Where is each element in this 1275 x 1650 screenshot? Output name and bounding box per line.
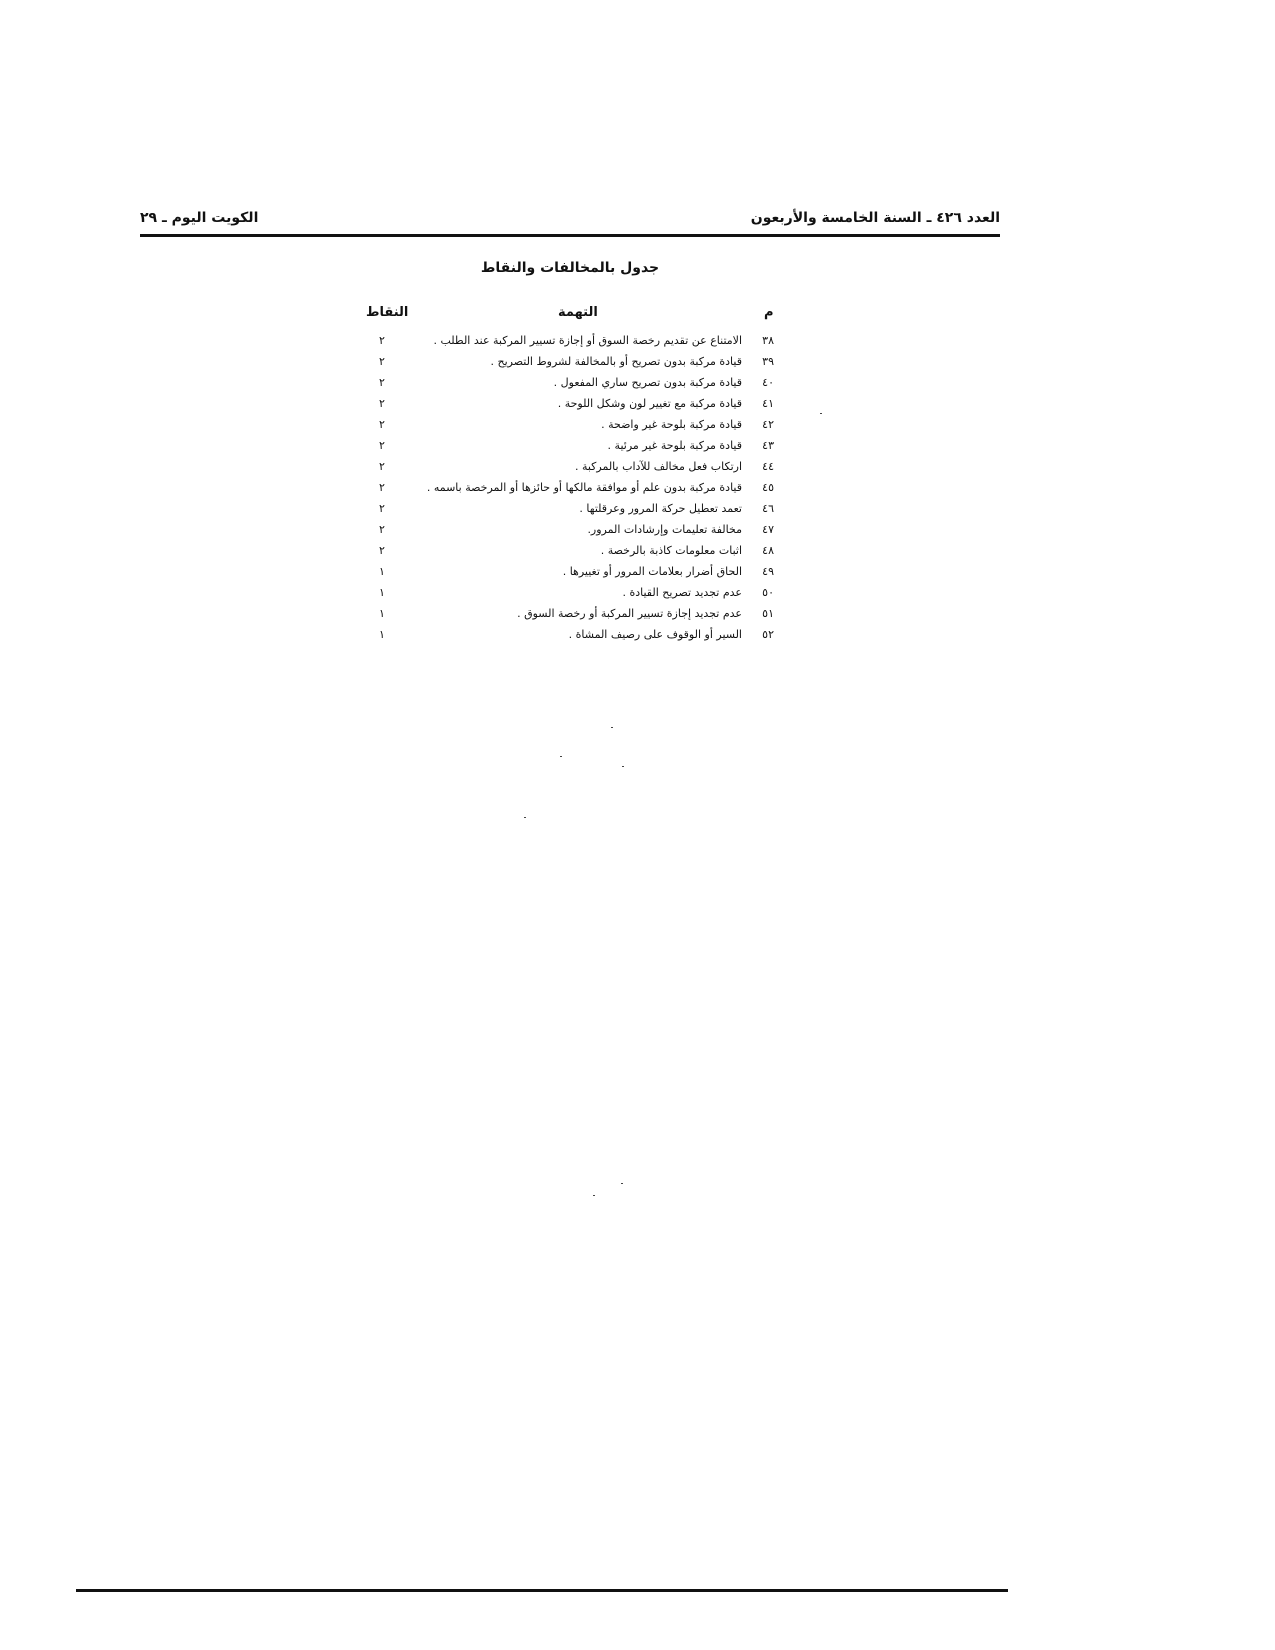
table-row [360,393,780,414]
row-points: ٢ [379,544,385,557]
row-number: ٤٦ [762,502,774,515]
row-points: ١ [379,628,385,641]
page-header [140,210,1000,232]
row-charge: قيادة مركبة بدون تصريح ساري المفعول . [553,376,742,389]
row-number: ٤٩ [762,565,774,578]
table-row [360,477,780,498]
row-number: ٥٠ [762,586,774,599]
row-charge: ارتكاب فعل مخالف للآداب بالمركبة . [574,460,742,473]
table-row [360,330,780,351]
row-points: ٢ [379,502,385,515]
row-points: ٢ [379,439,385,452]
row-charge: السير أو الوقوف على رصيف المشاة . [568,628,742,641]
row-points: ٢ [379,523,385,536]
row-points: ٢ [379,355,385,368]
row-number: ٤٧ [762,523,774,536]
row-number: ٤٥ [762,481,774,494]
scan-speck [524,817,526,818]
row-number: ٥٢ [762,628,774,641]
row-points: ٢ [379,418,385,431]
row-points: ٢ [379,460,385,473]
table-row [360,603,780,624]
table-row [360,414,780,435]
row-number: ٤٣ [762,439,774,452]
row-points: ٢ [379,334,385,347]
table-row [360,456,780,477]
scan-speck [560,756,562,757]
scan-speck [820,413,822,414]
row-charge: اثبات معلومات كاذبة بالرخصة . [600,544,742,557]
row-number: ٤٢ [762,418,774,431]
column-header-points: النقاط [366,305,409,320]
table-row [360,519,780,540]
footer-divider [76,1589,1008,1592]
violations-table [360,330,780,645]
table-row [360,582,780,603]
row-charge: الحاق أضرار بعلامات المرور أو تغييرها . [562,565,742,578]
row-charge: قيادة مركبة بلوحة غير مرئية . [607,439,742,452]
row-points: ٢ [379,376,385,389]
row-number: ٣٩ [762,355,774,368]
row-number: ٤٤ [762,460,774,473]
row-charge: تعمد تعطيل حركة المرور وعرقلتها . [579,502,742,515]
row-charge: عدم تجديد تصريح القيادة . [622,586,742,599]
row-charge: قيادة مركبة بلوحة غير واضحة . [601,418,742,431]
row-points: ١ [379,607,385,620]
row-number: ٥١ [762,607,774,620]
table-row [360,624,780,645]
scan-speck [621,1183,623,1184]
column-header-number: م [764,305,774,320]
scan-speck [611,727,613,728]
row-charge: عدم تجديد إجازة تسيير المركبة أو رخصة السوق . [517,607,742,620]
row-charge: قيادة مركبة مع تغيير لون وشكل اللوحة . [557,397,742,410]
row-number: ٣٨ [762,334,774,347]
publication-page: الكويت اليوم ـ ٢٩ [140,210,259,226]
column-header-charge: التهمة [558,305,598,320]
table-row [360,351,780,372]
header-divider [140,234,1000,237]
row-number: ٤٠ [762,376,774,389]
table-row [360,540,780,561]
row-charge: الامتناع عن تقديم رخصة السوق أو إجازة تسيير المركبة عند الطلب . [433,334,742,347]
row-charge: مخالفة تعليمات وإرشادات المرور. [587,523,742,536]
row-points: ١ [379,565,385,578]
row-number: ٤١ [762,397,774,410]
table-row [360,435,780,456]
table-row [360,561,780,582]
row-points: ٢ [379,397,385,410]
row-points: ١ [379,586,385,599]
scan-speck [622,766,624,767]
table-row [360,372,780,393]
table-row [360,498,780,519]
row-charge: قيادة مركبة بدون تصريح أو بالمخالفة لشروط التصريح . [490,355,742,368]
row-points: ٢ [379,481,385,494]
scan-speck [593,1195,595,1196]
table-title: جدول بالمخالفات والنقاط [480,260,660,276]
issue-info: العدد ٤٢٦ ـ السنة الخامسة والأربعون [750,210,1000,226]
row-charge: قيادة مركبة بدون علم أو موافقة مالكها أو حائزها أو المرخصة باسمه . [426,481,742,494]
row-number: ٤٨ [762,544,774,557]
